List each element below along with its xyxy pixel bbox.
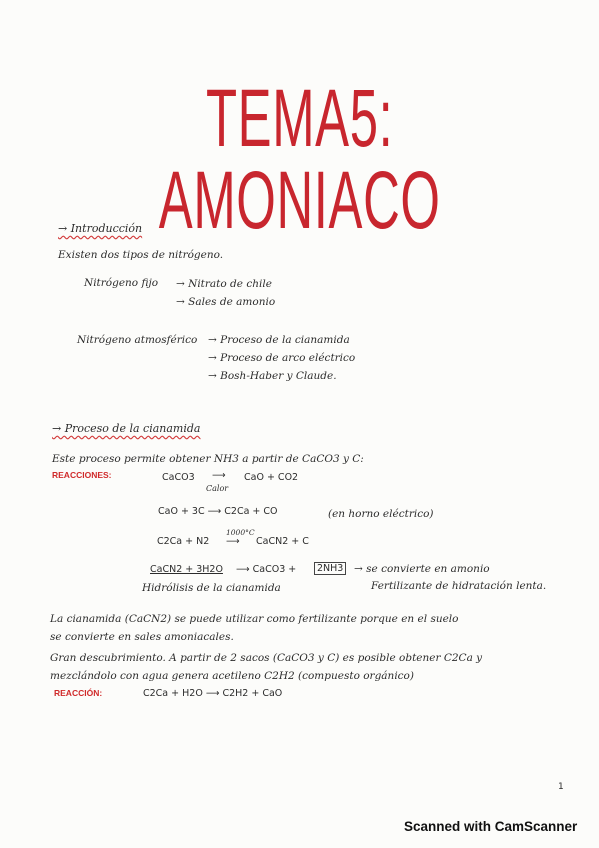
ammonia-box: 2NH3 [314, 562, 346, 575]
paragraph-1-line-2: se convierte en sales amoniacales. [50, 631, 234, 643]
reaction-3-arrow: ⟶ [226, 536, 240, 547]
paragraph-1-line-1: La cianamida (CaCN2) se puede utilizar como fertilizante porque en el suelo [50, 613, 459, 625]
atm-item: → Proceso de arco eléctrico [208, 352, 356, 364]
intro-heading: → Introducción [58, 222, 143, 235]
cianamida-heading: → Proceso de la cianamida [52, 422, 201, 435]
fijo-item: → Nitrato de chile [176, 278, 272, 290]
page-title: TEMA5: AMONIACO [158, 73, 441, 246]
reaccion-label: REACCIÓN: [54, 688, 103, 698]
reaction-4-mid: ⟶ CaCO3 + [236, 564, 297, 575]
reaction-1-arrow: ⟶ [212, 470, 226, 481]
reaction-4-left: CaCN2 + 3H2O [150, 564, 223, 575]
intro-sentence: Existen dos tipos de nitrógeno. [58, 249, 224, 261]
fijo-item: → Sales de amonio [176, 296, 276, 308]
reaction-3-left: C2Ca + N2 [157, 536, 210, 547]
fertilizante-label: Fertilizante de hidratación lenta. [371, 580, 547, 592]
reaction-5: C2Ca + H2O ⟶ C2H2 + CaO [143, 688, 283, 699]
reaction-4-note: → se convierte en amonio [354, 563, 490, 575]
atm-item: → Proceso de la cianamida [208, 334, 350, 346]
reaction-1-condition: Calor [206, 484, 229, 493]
nitrogeno-fijo-label: Nitrógeno fijo [84, 277, 159, 289]
reacciones-label: REACCIONES: [52, 470, 112, 480]
atm-item: → Bosh-Haber y Claude. [208, 370, 337, 382]
reaction-1-left: CaCO3 [162, 472, 195, 483]
reaction-3-condition: 1000°C [226, 528, 255, 537]
reaction-2: CaO + 3C ⟶ C2Ca + CO [158, 506, 278, 517]
scanner-watermark: Scanned with CamScanner [404, 819, 578, 834]
page-number: 1 [558, 782, 564, 792]
hidrolisis-label: Hidrólisis de la cianamida [142, 582, 281, 594]
reaction-3-right: CaCN2 + C [256, 536, 309, 547]
nitrogeno-atmosferico-label: Nitrógeno atmosférico [77, 334, 198, 346]
paragraph-2-line-2: mezclándolo con agua genera acetileno C2H2 (compuesto orgánico) [50, 670, 414, 682]
reaction-2-note: (en horno eléctrico) [328, 508, 434, 520]
cianamida-sentence: Este proceso permite obtener NH3 a partir de CaCO3 y C: [52, 453, 364, 465]
paragraph-2-line-1: Gran descubrimiento. A partir de 2 sacos (CaCO3 y C) es posible obtener C2Ca y [50, 652, 483, 664]
reaction-1-right: CaO + CO2 [244, 472, 299, 483]
